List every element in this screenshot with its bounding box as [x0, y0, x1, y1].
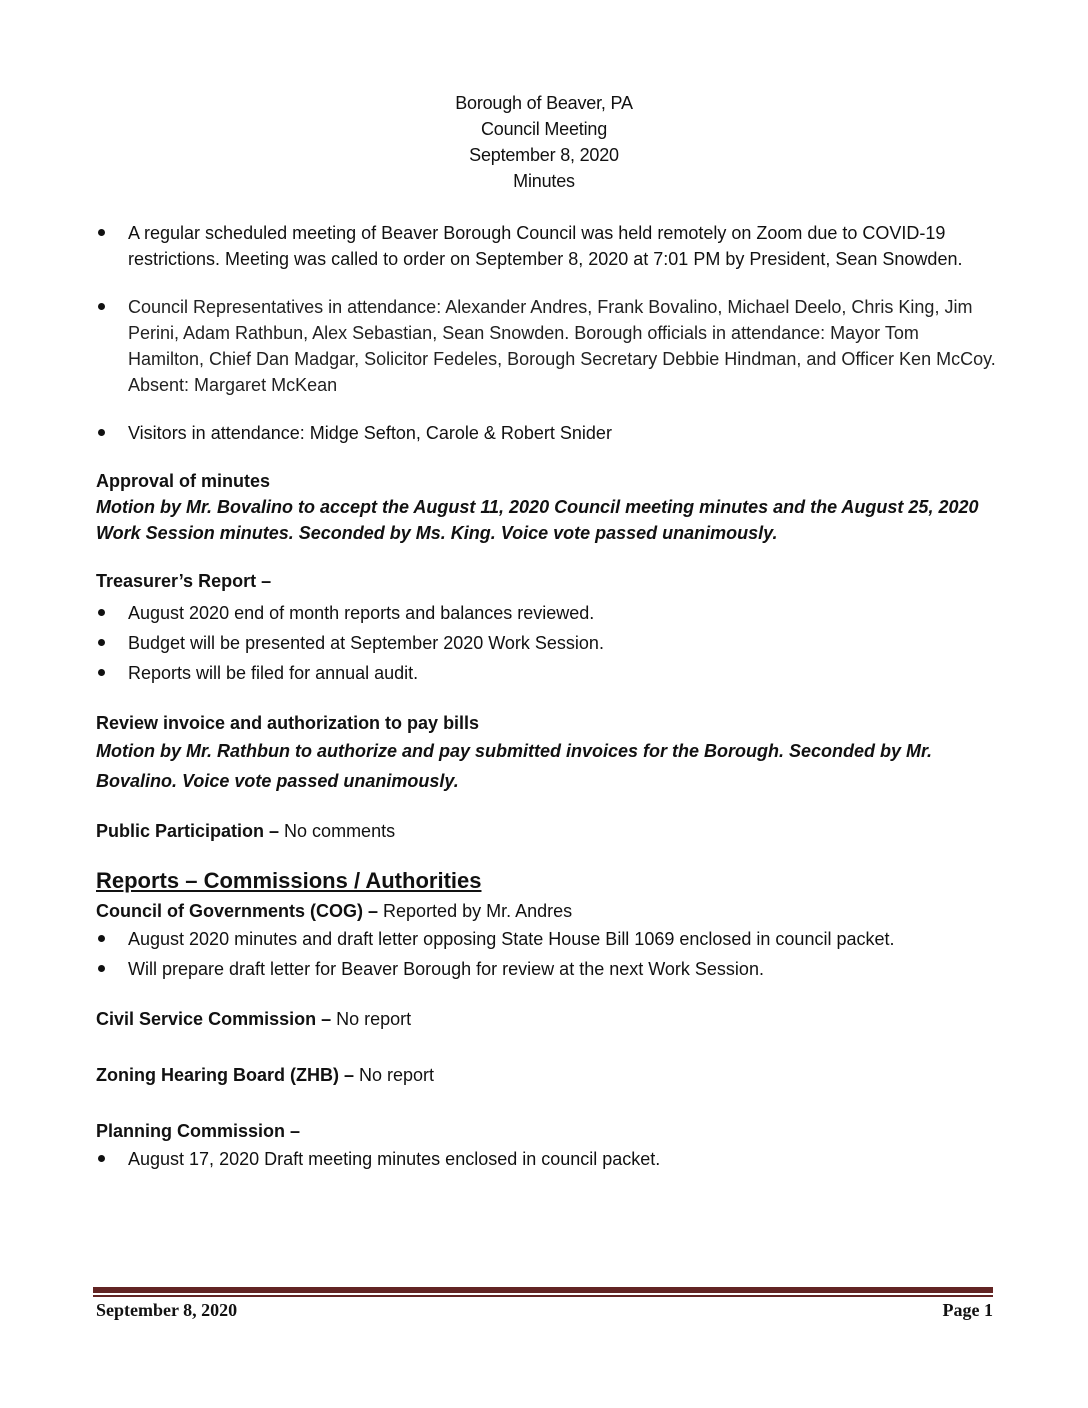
visitors-item: Visitors in attendance: Midge Sefton, Carole & Robert Snider	[96, 420, 996, 446]
bullet-icon	[98, 628, 108, 658]
footer-rule	[93, 1287, 993, 1293]
planning-heading: Planning Commission –	[96, 1121, 301, 1141]
bullet-icon	[98, 658, 108, 688]
bullet-icon	[98, 598, 108, 628]
page-footer	[96, 1300, 993, 1321]
civil-service-heading: Civil Service Commission – No report	[96, 1009, 412, 1029]
approval-heading: Approval of minutes	[96, 471, 271, 491]
treasurer-item: August 2020 end of month reports and balances reviewed.	[96, 598, 996, 628]
header-meeting-type: Council Meeting	[480, 119, 608, 139]
cog-heading: Council of Governments (COG) – Reported by Mr. Andres	[96, 901, 573, 921]
cog-item: Will prepare draft letter for Beaver Borough for review at the next Work Session.	[96, 954, 996, 984]
public-participation: Public Participation – No comments	[96, 821, 396, 841]
reports-section-title: Reports – Commissions / Authorities	[96, 868, 482, 893]
header-borough: Borough of Beaver, PA	[455, 93, 633, 113]
footer-rule-thin	[93, 1295, 993, 1297]
treasurer-item: Budget will be presented at September 2020 Work Session.	[96, 628, 996, 658]
bullet-icon	[98, 924, 108, 954]
approval-motion: Motion by Mr. Bovalino to accept the August 11, 2020 Council meeting minutes and the August 25, 2020 Work Session minutes. Seconded by Ms. King. Voice vote passed unanimously.	[96, 497, 979, 543]
invoices-heading: Review invoice and authorization to pay bills	[96, 713, 480, 733]
attendance-item: Council Representatives in attendance: Alexander Andres, Frank Bovalino, Michael Deelo, Chris King, Jim Perini, Adam Rathbun, Alex Sebastian, Sean Snowden. Borough officials in attendance: Mayor Tom Hamilton, Chief Dan Madgar, Solicitor Fedeles, Borough Secretary Debbie Hindman, and Officer Ken McCoy. Absent: Margaret McKean	[96, 294, 996, 398]
page-number: Page 1	[942, 1300, 993, 1320]
document-body	[96, 220, 996, 1174]
treasurer-item: Reports will be filed for annual audit.	[96, 658, 996, 688]
header-date: September 8, 2020	[469, 145, 619, 165]
footer-date: September 8, 2020	[96, 1300, 238, 1320]
header-minutes: Minutes	[513, 171, 575, 191]
bullet-icon	[98, 954, 108, 984]
call-to-order-item: A regular scheduled meeting of Beaver Borough Council was held remotely on Zoom due to COVID-19 restrictions. Meeting was called to order on September 8, 2020 at 7:01 PM by President, Sean Snowden.	[96, 220, 996, 272]
cog-item: August 2020 minutes and draft letter opposing State House Bill 1069 enclosed in council packet.	[96, 924, 996, 954]
planning-item: August 17, 2020 Draft meeting minutes enclosed in council packet.	[96, 1144, 996, 1174]
treasurer-heading: Treasurer’s Report –	[96, 571, 272, 591]
bullet-icon	[98, 1144, 108, 1174]
bullet-icon	[98, 294, 108, 320]
document-header	[0, 90, 1088, 194]
bullet-icon	[98, 220, 108, 246]
invoices-motion: Motion by Mr. Rathbun to authorize and pay submitted invoices for the Borough. Seconded by Mr. Bovalino. Voice vote passed unanimously.	[96, 741, 933, 791]
bullet-icon	[98, 420, 108, 446]
zhb-heading: Zoning Hearing Board (ZHB) – No report	[96, 1065, 435, 1085]
